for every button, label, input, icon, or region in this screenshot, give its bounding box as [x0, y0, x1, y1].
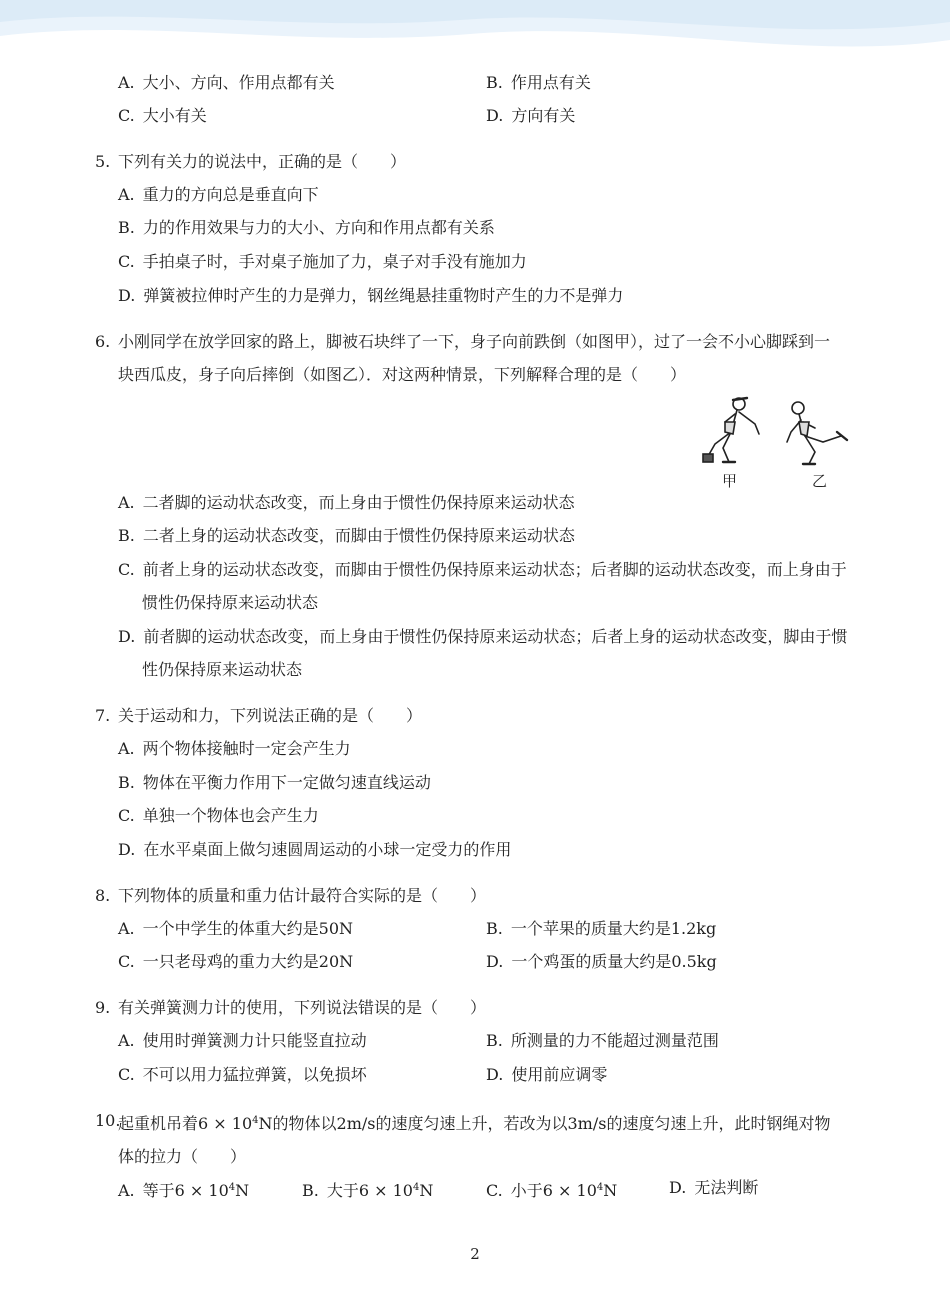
- figure-label-yi: 乙: [812, 472, 828, 490]
- q9-option-a[interactable]: A. 使用时弹簧测力计只能竖直拉动: [118, 1031, 367, 1050]
- question-9: 9. 有关弹簧测力计的使用，下列说法错误的是（ ）: [95, 991, 845, 1024]
- question-9-stem: 有关弹簧测力计的使用，下列说法错误的是（ ）: [118, 998, 487, 1017]
- q9-options-row-1: [118, 1028, 838, 1054]
- q7-option-b[interactable]: B. 物体在平衡力作用下一定做匀速直线运动: [118, 773, 431, 792]
- q4-option-a[interactable]: A. 大小、方向、作用点都有关: [118, 73, 335, 92]
- q5-option-c[interactable]: C. 手拍桌子时，手对桌子施加了力，桌子对手没有施加力: [118, 252, 527, 271]
- q9-option-b[interactable]: B. 所测量的力不能超过测量范围: [486, 1031, 719, 1050]
- question-8: 8. 下列物体的质量和重力估计最符合实际的是（ ）: [95, 879, 845, 912]
- q4-options-row-1: [118, 70, 838, 96]
- q4-option-d[interactable]: D. 方向有关: [486, 106, 576, 125]
- q5-option-b[interactable]: B. 力的作用效果与力的大小、方向和作用点都有关系: [118, 218, 495, 237]
- q5-option-a[interactable]: A. 重力的方向总是垂直向下: [118, 185, 319, 204]
- q6-option-a[interactable]: A. 二者脚的运动状态改变，而上身由于惯性仍保持原来运动状态: [118, 493, 575, 512]
- question-10-stem: 起重机吊着$6 \times 10^4N$的物体以2m/s的速度匀速上升，若改为以3m/s的速度匀速上升，此时钢绳对物体的拉力（ ）: [118, 1114, 831, 1166]
- q7-option-a[interactable]: A. 两个物体接触时一定会产生力: [118, 739, 351, 758]
- q10-option-a[interactable]: A. 等于$6 \times 10^4N$: [118, 1181, 250, 1200]
- q8-options-row-2: [118, 949, 838, 975]
- q10-mass-value: $6 \times 10^4N$: [198, 1114, 273, 1133]
- question-5-stem: 下列有关力的说法中，正确的是（ ）: [118, 152, 407, 171]
- q10-option-c[interactable]: C. 小于$6 \times 10^4N$: [486, 1181, 618, 1200]
- question-10: 10. 起重机吊着$6 \times 10^4N$的物体以2m/s的速度匀速上升，若改为以3m/s的速度匀速上升，此时钢绳对物体的拉力（ ）: [95, 1104, 845, 1173]
- q10-options-row: [118, 1175, 838, 1201]
- q9-option-c[interactable]: C. 不可以用力猛拉弹簧，以免损坏: [118, 1065, 367, 1084]
- page-number: 2: [470, 1245, 480, 1263]
- q8-option-a[interactable]: A. 一个中学生的体重大约是50N: [118, 919, 354, 938]
- q6-figure: [695, 392, 860, 492]
- q4-option-b[interactable]: B. 作用点有关: [486, 73, 591, 92]
- figure-label-jia: 甲: [722, 472, 738, 490]
- question-6: 6. 小刚同学在放学回家的路上，脚被石块绊了一下，身子向前跌倒（如图甲），过了一会不小心脚踩到一块西瓜皮，身子向后摔倒（如图乙）．对这两种情景，下列解释合理的是（ ）: [95, 325, 845, 391]
- q8-options-row-1: [118, 916, 838, 942]
- q5-option-d[interactable]: D. 弹簧被拉伸时产生的力是弹力，钢丝绳悬挂重物时产生的力不是弹力: [118, 286, 624, 305]
- q9-option-d[interactable]: D. 使用前应调零: [486, 1065, 608, 1084]
- q7-option-d[interactable]: D. 在水平桌面上做匀速圆周运动的小球一定受力的作用: [118, 840, 512, 859]
- q4-options-row-2: [118, 103, 838, 129]
- question-5: 5. 下列有关力的说法中，正确的是（ ）: [95, 145, 845, 178]
- q6-option-b[interactable]: B. 二者上身的运动状态改变，而脚由于惯性仍保持原来运动状态: [118, 526, 575, 545]
- q10-option-d[interactable]: D. 无法判断: [669, 1178, 759, 1197]
- question-8-stem: 下列物体的质量和重力估计最符合实际的是（ ）: [118, 886, 487, 905]
- q8-option-c[interactable]: C. 一只老母鸡的重力大约是20N: [118, 952, 354, 971]
- question-7: 7. 关于运动和力，下列说法正确的是（ ）: [95, 699, 845, 732]
- falling-figures-illustration: [695, 392, 860, 472]
- q7-option-c[interactable]: C. 单独一个物体也会产生力: [118, 806, 319, 825]
- q8-option-b[interactable]: B. 一个苹果的质量大约是1.2kg: [486, 919, 717, 938]
- q4-option-c[interactable]: C. 大小有关: [118, 106, 207, 125]
- q8-option-d[interactable]: D. 一个鸡蛋的质量大约是0.5kg: [486, 952, 717, 971]
- q10-option-b[interactable]: B. 大于$6 \times 10^4N$: [302, 1181, 434, 1200]
- question-6-stem: 小刚同学在放学回家的路上，脚被石块绊了一下，身子向前跌倒（如图甲），过了一会不小心脚踩到一块西瓜皮，身子向后摔倒（如图乙）．对这两种情景，下列解释合理的是（ ）: [118, 332, 831, 384]
- q6-option-c[interactable]: C. 前者上身的运动状态改变，而脚由于惯性仍保持原来运动状态；后者脚的运动状态改变，而上身由于惯性仍保持原来运动状态: [118, 560, 847, 612]
- q6-option-d[interactable]: D. 前者脚的运动状态改变，而上身由于惯性仍保持原来运动状态；后者上身的运动状态改变，脚由于惯性仍保持原来运动状态: [118, 627, 848, 679]
- q9-options-row-2: [118, 1062, 838, 1088]
- question-7-stem: 关于运动和力，下列说法正确的是（ ）: [118, 706, 423, 725]
